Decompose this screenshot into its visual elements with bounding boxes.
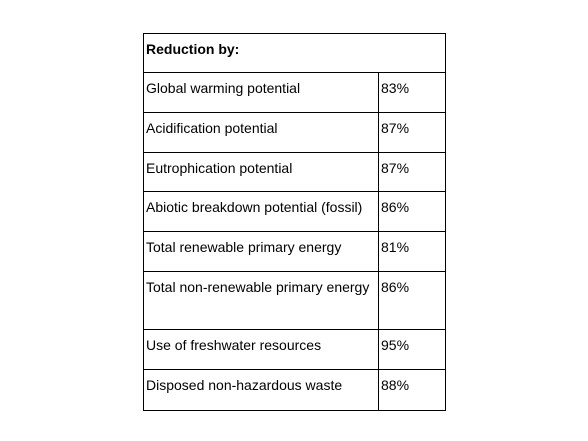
table-row (144, 153, 446, 192)
row-label: Acidification potential (144, 113, 379, 153)
table-row (144, 330, 446, 370)
row-value: 86% (379, 192, 446, 232)
row-value: 87% (379, 113, 446, 153)
row-value: 88% (379, 370, 446, 411)
reduction-table (143, 33, 446, 411)
row-label: Total non-renewable primary energy (144, 272, 379, 330)
table-row (144, 113, 446, 153)
row-value: 81% (379, 232, 446, 272)
row-label: Eutrophication potential (144, 153, 379, 192)
row-label: Use of freshwater resources (144, 330, 379, 370)
table-row (144, 232, 446, 272)
table-row (144, 73, 446, 113)
table-row (144, 370, 446, 411)
table-header-row (144, 34, 446, 73)
row-value: 83% (379, 73, 446, 113)
row-value: 87% (379, 153, 446, 192)
row-value: 86% (379, 272, 446, 330)
table-row (144, 192, 446, 232)
row-label: Global warming potential (144, 73, 379, 113)
row-label: Disposed non-hazardous waste (144, 370, 379, 411)
row-label: Abiotic breakdown potential (fossil) (144, 192, 379, 232)
row-label: Total renewable primary energy (144, 232, 379, 272)
table-header: Reduction by: (144, 34, 446, 73)
row-value: 95% (379, 330, 446, 370)
table-row (144, 272, 446, 330)
